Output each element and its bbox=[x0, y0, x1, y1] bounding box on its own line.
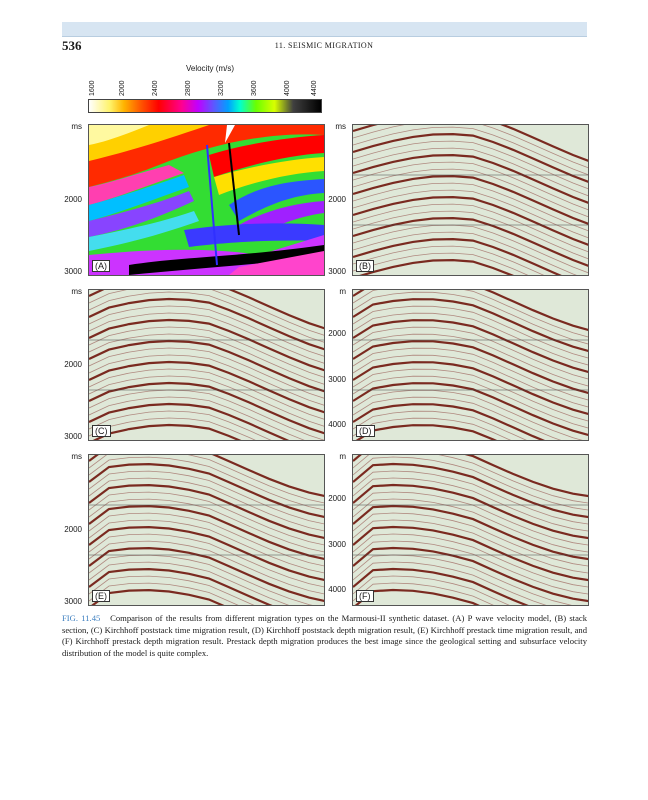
axis-tick: 3000 bbox=[64, 267, 82, 276]
axis-tick: 3000 bbox=[64, 597, 82, 606]
colorbar-tick: 3200 bbox=[218, 80, 225, 96]
caption-text: Comparison of the results from different migration types on the Marmousi-II synthetic dataset. (A) P wave velocity model, (B) stack section, (C) Kirchhoff poststack time migration result, (D) Kirchhoff poststack depth migration result, (E) Kirchhoff prestack time migration result, and (F) Kirchhoff prestack depth migration result. Prestack depth migration produces the best image since the geological setting and subsurface velocity distribution of the model is quite complex. bbox=[62, 613, 587, 658]
panel-e-prestack-time-migration bbox=[88, 454, 325, 606]
axis-tick: 2000 bbox=[328, 494, 346, 503]
axis-tick: 3000 bbox=[328, 540, 346, 549]
panel-c-poststack-time-migration bbox=[88, 289, 325, 441]
running-title: 11. SEISMIC MIGRATION bbox=[274, 41, 374, 50]
axis-tick: 2000 bbox=[328, 195, 346, 204]
colorbar-title: Velocity (m/s) bbox=[185, 64, 234, 73]
axis-tick: 2000 bbox=[64, 525, 82, 534]
colorbar-tick: 3600 bbox=[251, 80, 258, 96]
panel-label: (A) bbox=[92, 260, 110, 272]
axis-tick: 3000 bbox=[64, 432, 82, 441]
axis-unit: ms bbox=[71, 452, 82, 461]
axis-tick: 4000 bbox=[328, 585, 346, 594]
panel-f-prestack-depth-migration bbox=[352, 454, 589, 606]
axis-unit: ms bbox=[335, 122, 346, 131]
axis-unit: m bbox=[339, 452, 346, 461]
header-bar bbox=[62, 22, 587, 37]
panel-label: (D) bbox=[356, 425, 375, 437]
panel-label: (F) bbox=[356, 590, 374, 602]
axis-tick: 2000 bbox=[64, 195, 82, 204]
colorbar-tick: 2000 bbox=[119, 80, 126, 96]
axis-tick: 3000 bbox=[328, 375, 346, 384]
colorbar-tick: 2400 bbox=[152, 80, 159, 96]
axis-unit: ms bbox=[71, 287, 82, 296]
colorbar-tick: 4000 bbox=[284, 80, 291, 96]
colorbar-tick: 4400 bbox=[311, 80, 318, 96]
panel-label: (E) bbox=[92, 590, 110, 602]
panel-d-poststack-depth-migration bbox=[352, 289, 589, 441]
panel-label: (B) bbox=[356, 260, 374, 272]
colorbar-tick: 1600 bbox=[89, 80, 96, 96]
axis-tick: 2000 bbox=[64, 360, 82, 369]
panel-label: (C) bbox=[92, 425, 111, 437]
figure-label: FIG. 11.45 bbox=[62, 613, 101, 623]
panel-a-velocity-model bbox=[88, 124, 325, 276]
colorbar-tick: 2800 bbox=[185, 80, 192, 96]
axis-tick: 3000 bbox=[328, 267, 346, 276]
page-number: 536 bbox=[62, 38, 82, 53]
panel-b-stack-section bbox=[352, 124, 589, 276]
axis-tick: 4000 bbox=[328, 420, 346, 429]
axis-unit: ms bbox=[71, 122, 82, 131]
velocity-colorbar bbox=[88, 99, 322, 113]
axis-tick: 2000 bbox=[328, 329, 346, 338]
axis-unit: m bbox=[339, 287, 346, 296]
figure-caption bbox=[62, 613, 587, 659]
